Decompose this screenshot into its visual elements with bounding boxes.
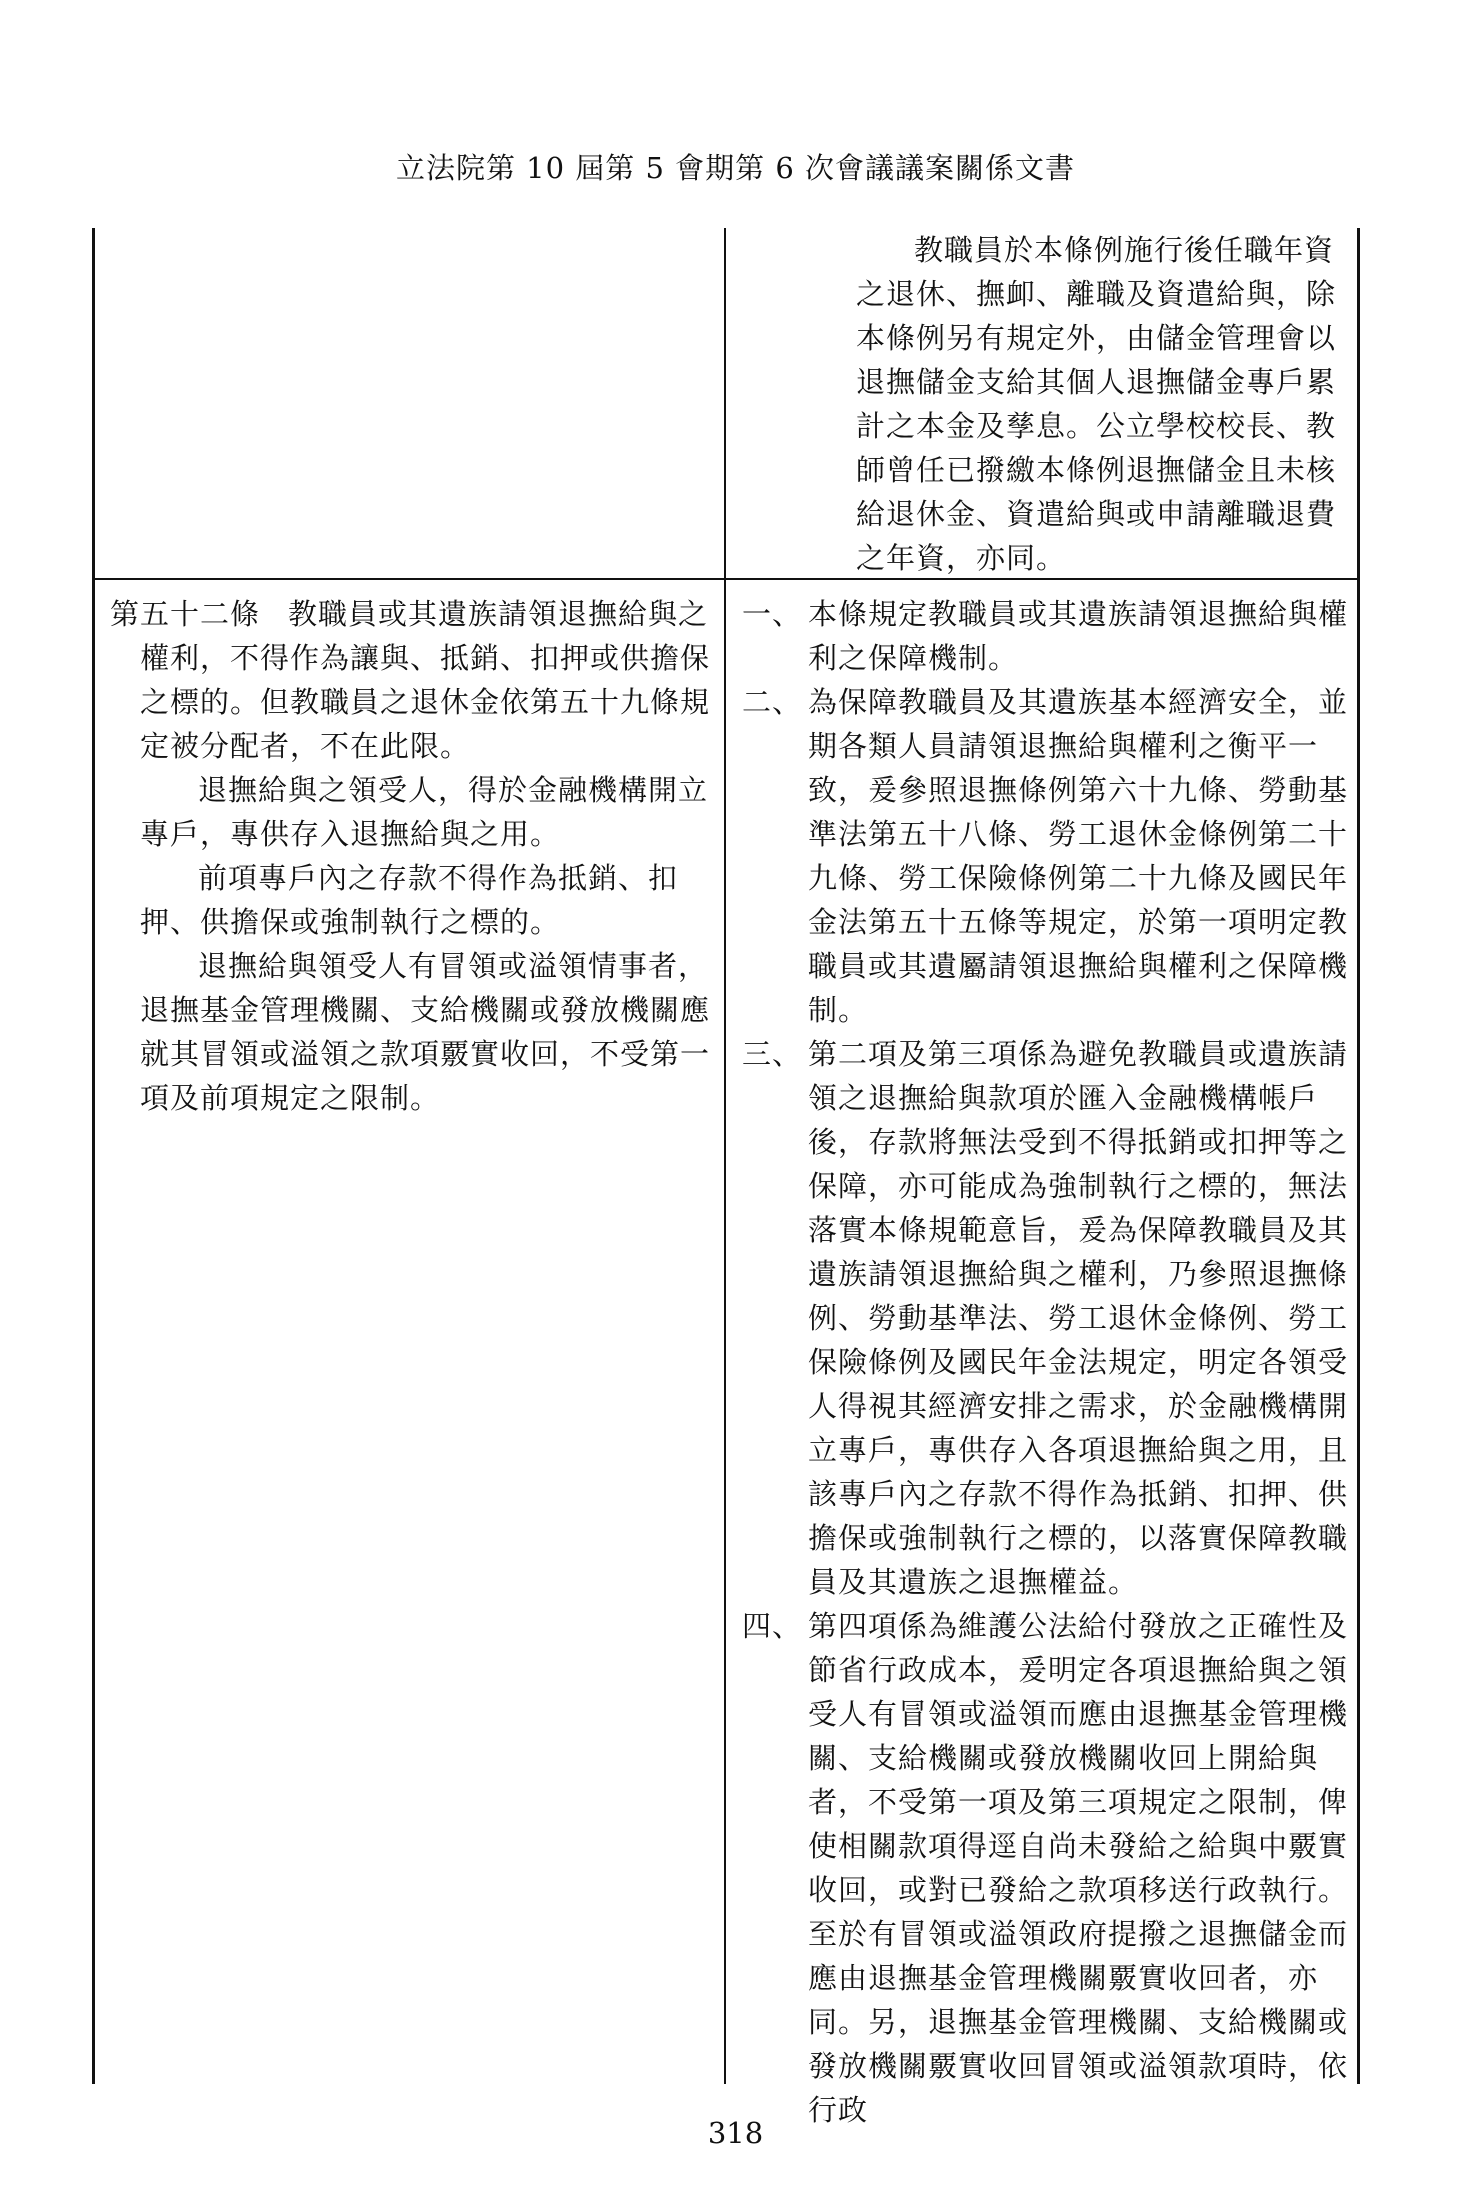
page-number: 318: [707, 2116, 764, 2150]
table-left-border: [92, 228, 95, 2084]
explanation-item-2: [742, 680, 1354, 1032]
explanation-text: 本條規定教職員或其遺族請領退撫給與權利之保障機制。: [808, 597, 1349, 675]
article-paragraph-3: 前項專戶內之存款不得作為抵銷、扣押、供擔保或強制執行之標的。: [140, 861, 679, 939]
continuation-paragraph: 教職員於本條例施行後任職年資之退休、撫卹、離職及資遣給與，除本條例另有規定外，由儲金管理會以退撫儲金支給其個人退撫儲金專戶累計之本金及孳息。公立學校校長、教師曾任已撥繳本條例退撫儲金且未核給退休金、資遣給與或申請離職退費之年資，亦同。: [856, 233, 1337, 575]
explanation-item-1: [742, 592, 1354, 680]
page-header: 立法院第 10 屆第 5 會期第 6 次會議議案關係文書: [395, 151, 1076, 185]
explanation-cell: [742, 592, 1354, 2132]
comparison-table: [92, 228, 1360, 2127]
explanation-item-3: [742, 1032, 1354, 1604]
article-paragraph-4: 退撫給與領受人有冒領或溢領情事者，退撫基金管理機關、支給機關或發放機關應就其冒領或溢領之款項覈實收回，不受第一項及前項規定之限制。: [140, 949, 711, 1115]
table-right-border: [1357, 228, 1360, 2084]
article-paragraph-1-text: 教職員或其遺族請領退撫給與之權利，不得作為讓與、抵銷、扣押或供擔保之標的。但教職員之退休金依第五十九條規定被分配者，不在此限。: [140, 597, 711, 763]
article-cell: [110, 592, 710, 1120]
explanation-number: 二、: [742, 685, 803, 719]
explanation-text: 為保障教職員及其遺族基本經濟安全，並期各類人員請領退撫給與權利之衡平一致，爰參照退撫條例第六十九條、勞動基準法第五十八條、勞工退休金條例第二十九條、勞工保險條例第二十九條及國民年金法第五十五條等規定，於第一項明定教職員或其遺屬請領退撫給與權利之保障機制。: [808, 685, 1349, 1027]
explanation-number: 一、: [742, 597, 803, 631]
explanation-item-4: [742, 1604, 1354, 2132]
article-paragraph-1: [110, 592, 710, 768]
table-column-divider: [724, 228, 726, 2084]
explanation-number: 三、: [742, 1037, 803, 1071]
explanation-number: 四、: [742, 1609, 803, 1643]
explanation-text: 第二項及第三項係為避免教職員或遺族請領之退撫給與款項於匯入金融機構帳戶後，存款將無法受到不得抵銷或扣押等之保障，亦可能成為強制執行之標的，無法落實本條規範意旨，爰為保障教職員及其遺族請領退撫給與之權利，乃參照退撫條例、勞動基準法、勞工退休金條例、勞工保險條例及國民年金法規定，明定各領受人得視其經濟安排之需求，於金融機構開立專戶，專供存入各項退撫給與之用，且該專戶內之存款不得作為抵銷、扣押、供擔保或強制執行之標的，以落實保障教職員及其遺族之退撫權益。: [808, 1037, 1349, 1599]
continuation-cell: [856, 228, 1356, 580]
article-paragraph-2: 退撫給與之領受人，得於金融機構開立專戶，專供存入退撫給與之用。: [140, 773, 709, 851]
article-title: 第五十二條: [110, 597, 261, 631]
explanation-text: 第四項係為維護公法給付發放之正確性及節省行政成本，爰明定各項退撫給與之領受人有冒領或溢領而應由退撫基金管理機關、支給機關或發放機關收回上開給與者，不受第一項及第三項規定之限制，俾使相關款項得逕自尚未發給之給與中覈實收回，或對已發給之款項移送行政執行。至於有冒領或溢領政府提撥之退撫儲金而應由退撫基金管理機關覈實收回者，亦同。另，退撫基金管理機關、支給機關或發放機關覈實收回冒領或溢領款項時，依行政: [808, 1609, 1349, 2127]
